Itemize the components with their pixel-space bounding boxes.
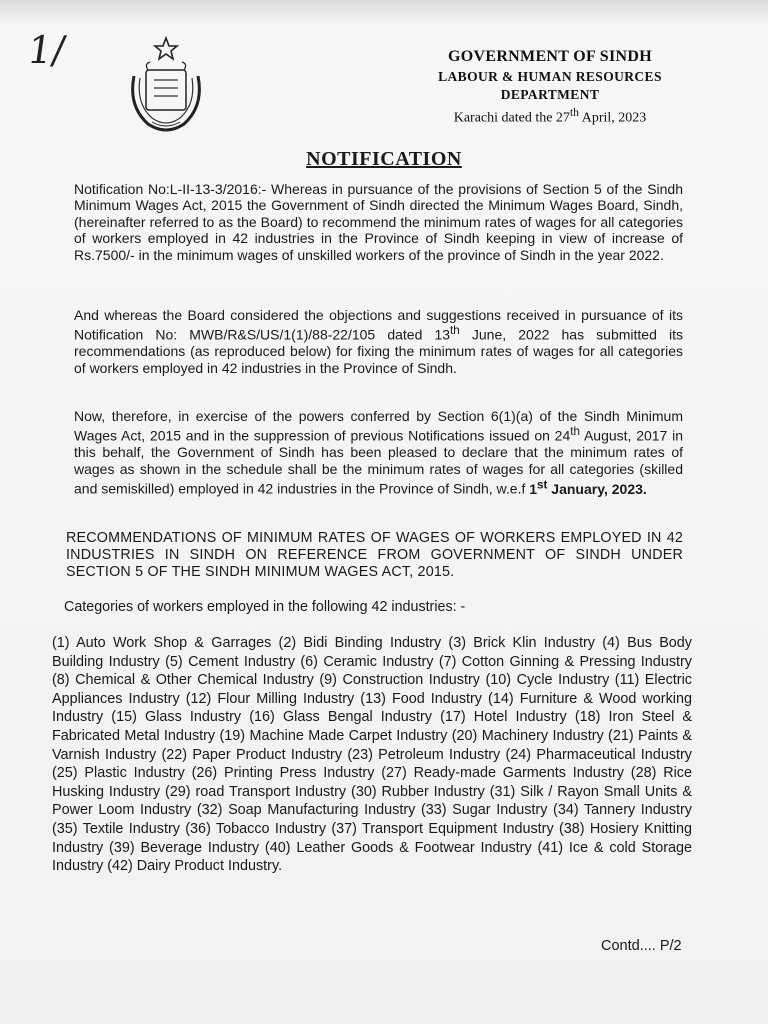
government-name: GOVERNMENT OF SINDH (448, 48, 652, 65)
paragraph-3-text-b: August, 2017 in this behalf, the Government of Sindh has been pleased to declare that the minimum rates of wages as shown in the schedule shall be the minimum rates of wages for all categories (skilled and semiskilled) employed in 42 industries in the Province of Sindh, w.e.f (74, 428, 683, 497)
paragraph-2-text-a: And whereas the Board considered the objections and suggestions received in pursuance of its Notification No: MWB/R&S/US/1(1)/88-22/105 dated 13 (74, 307, 683, 344)
letterhead (405, 48, 695, 127)
date-suffix: th (569, 106, 580, 119)
paragraph-1: Notification No:L-II-13-3/2016:- Whereas in pursuance of the provisions of Section 5 of the Sindh Minimum Wages Act, 2015 the Government of Sindh directed the Minimum Wages Board, Sindh, (hereinafter referred to as the Board) to recommend the minimum rates of wages for all categories of workers employed in 42 industries in the Province of Sindh keeping in view of increase of Rs.7500/- in the minimum wages of unskilled workers of the province of Sindh in the year 2022. (74, 181, 683, 263)
paragraph-2-sup: th (450, 324, 460, 338)
effective-date (529, 478, 647, 497)
paragraph-3-sup: th (570, 425, 580, 439)
date-prefix: Karachi dated the 27 (453, 110, 570, 126)
paragraph-3 (74, 408, 683, 497)
department-line-2: DEPARTMENT (500, 87, 600, 102)
continued-marker: Contd.... P/2 (601, 938, 682, 954)
sindh-government-emblem (124, 36, 208, 136)
paragraph-3-text-a: Now, therefore, in exercise of the powers conferred by Section 6(1)(a) of the Sindh Minimum Wages Act, 2015 and in the suppression of previous Notifications issued on 24 (74, 408, 683, 445)
page-title: NOTIFICATION (306, 148, 462, 170)
paragraph-2-text-b: June, 2022 has submitted its recommendations (as reproduced below) for fixing the minimum rates of wages for all categories of workers employed in 42 industries in the Province of Sindh. (74, 327, 683, 376)
department-line-1: LABOUR & HUMAN RESOURCES (438, 69, 662, 84)
industries-list: (1) Auto Work Shop & Garrages (2) Bidi Binding Industry (3) Brick Klin Industry (4) Bus Body Building Industry (5) Cement Industry (6) Ceramic Industry (7) Cotton Ginning & Pressing Industry (8) Chemical & Other Chemical Industry (9) Construction Industry (10) Cycle Industry (11) Electric Appliances Industry (12) Flour Milling Industry (13) Food Industry (14) Furniture & Wood working Industry (15) Glass Industry (16) Glass Bengal Industry (17) Hotel Industry (18) Iron Steel & Fabricated Metal Industry (19) Machine Made Carpet Industry (20) Machinery Industry (21) Paints & Varnish Industry (22) Paper Product Industry (23) Petroleum Industry (24) Pharmaceutical Industry (25) Plastic Industry (26) Printing Press Industry (27) Ready-made Garments Industry (28) Rice Husking Industry (29) road Transport Industry (30) Rubber Industry (31) Silk / Rayon Small Units & Power Loom Industry (32) Soap Manufacturing Industry (33) Sugar Industry (34) Tannery Industry (35) Textile Industry (36) Tobacco Industry (37) Transport Equipment Industry (38) Hosiery Knitting Industry (39) Beverage Industry (40) Leather Goods & Footwear Industry (41) Ice & cold Storage Industry (42) Dairy Product Industry. (52, 635, 692, 875)
handwritten-mark: 1/ (24, 28, 69, 72)
notification-date (405, 106, 695, 127)
paragraph-2 (74, 307, 683, 376)
effective-date-sup: st (537, 478, 548, 492)
date-rest: April, 2023 (579, 110, 647, 126)
effective-date-rest: January, 2023. (547, 480, 647, 497)
effective-date-day: 1 (529, 480, 538, 497)
recommendations-heading: RECOMMENDATIONS OF MINIMUM RATES OF WAGES OF WORKERS EMPLOYED IN 42 INDUSTRIES IN SINDH ON REFERENCE FROM GOVERNMENT OF SINDH UNDER SECTION 5 OF THE SINDH MINIMUM WAGES ACT, 2015. (66, 530, 683, 580)
categories-intro: Categories of workers employed in the following 42 industries: - (64, 599, 466, 615)
scan-edge-shadow (0, 0, 768, 26)
star-icon (155, 38, 177, 59)
